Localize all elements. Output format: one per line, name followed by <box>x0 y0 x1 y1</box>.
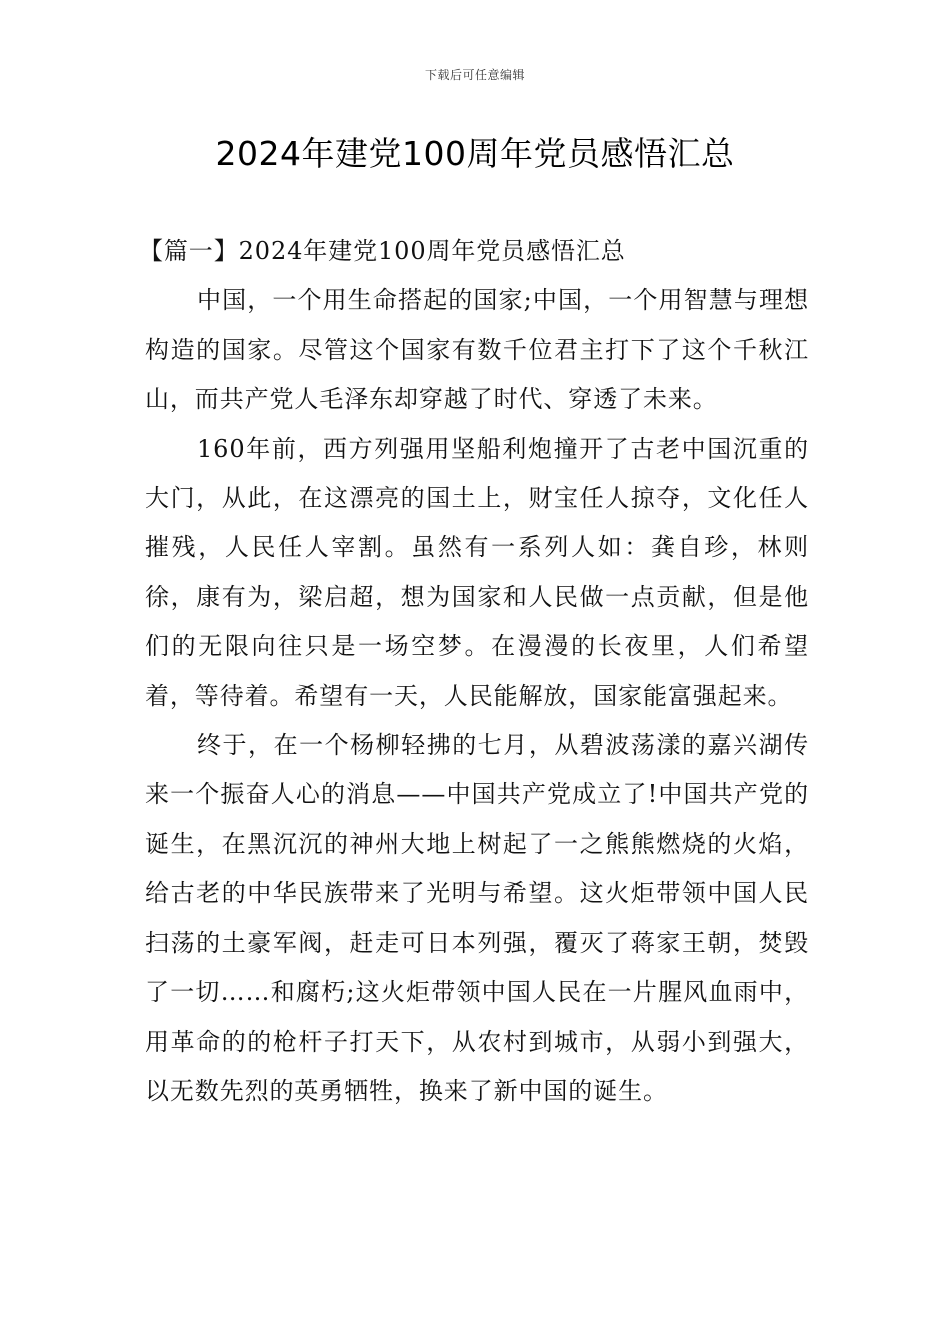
header-note: 下载后可任意编辑 <box>424 68 525 82</box>
paragraph-1: 中国，一个用生命搭起的国家;中国，一个用智慧与理想构造的国家。尽管这个国家有数千位君主打下了这个千秋江山，而共产党人毛泽东却穿越了时代、穿透了未来。 <box>145 286 809 414</box>
section-heading: 【篇一】2024年建党100周年党员感悟汇总 <box>139 237 626 265</box>
document-body <box>139 227 809 1116</box>
paragraph-2: 160年前，西方列强用坚船利炮撞开了古老中国沉重的大门，从此，在这漂亮的国土上，财宝任人掠夺，文化任人摧残，人民任人宰割。虽然有一系列人如：龚自珍，林则徐，康有为，梁启超，想为国家和人民做一点贡献，但是他们的无限向往只是一场空梦。在漫漫的长夜里，人们希望着，等待着。希望有一天，人民能解放，国家能富强起来。 <box>145 434 809 710</box>
paragraph-3: 终于，在一个杨柳轻拂的七月，从碧波荡漾的嘉兴湖传来一个振奋人心的消息——中国共产党成立了!中国共产党的诞生，在黑沉沉的神州大地上树起了一之熊熊燃烧的火焰，给古老的中华民族带来了光明与希望。这火炬带领中国人民扫荡的土豪军阀，赶走可日本列强，覆灭了蒋家王朝，焚毁了一切……和腐朽;这火炬带领中国人民在一片腥风血雨中，用革命的的枪杆子打天下，从农村到城市，从弱小到强大，以无数先烈的英勇牺牲，换来了新中国的诞生。 <box>145 731 809 1105</box>
document-title: 2024年建党100周年党员感悟汇总 <box>215 134 735 173</box>
